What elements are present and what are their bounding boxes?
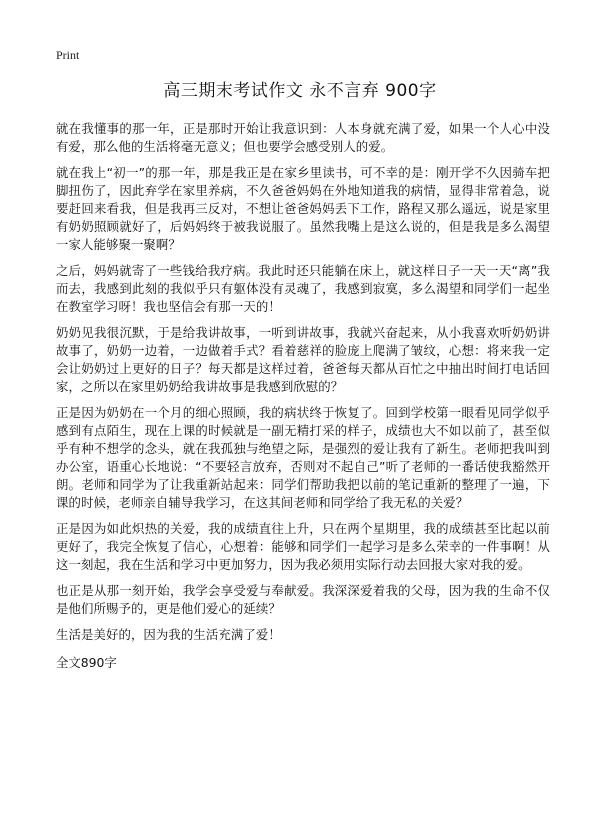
article-paragraph: 正是因为奶奶在一个月的细心照顾，我的病状终于恢复了。回到学校第一眼看见同学似乎感到有点陌生，现在上课的时候就是一副无精打采的样子，成绩也大不如以前了，甚至似乎有种不想学的念头，就在我孤独与绝望之际，是强烈的爱让我有了新生。老师把我叫到办公室，语重心长地说：“不要轻言放弃，否则对不起自己”听了老师的一番话使我豁然开朗。老师和同学为了让我重新站起来：同学们帮助我把以前的笔记重新的整理了一遍，下课的时候，老师亲自辅导我学习，在这其间老师和同学给了我无私的关爱？ xyxy=(56,405,550,510)
article-paragraph: 之后，妈妈就寄了一些钱给我疗病。我此时还只能躺在床上，就这样日子一天一天“离”我而去，我感到此刻的我似乎只有躯体没有灵魂了，我感到寂寞，多么渴望和同学们一起坐在教室学习呀！我也坚信会有那一天的！ xyxy=(56,263,550,314)
article-paragraph: 就在我懂事的那一年，正是那时开始让我意识到：人本身就充满了爱，如果一个人心中没有爱，那么他的生活将毫无意义；但也要学会感受别人的爱。 xyxy=(56,121,550,154)
article-paragraph: 生活是美好的，因为我的生活充满了爱！ xyxy=(56,627,281,642)
word-count: 全文890字 xyxy=(56,655,117,670)
article-paragraph: 奶奶见我很沉默，于是给我讲故事，一听到讲故事，我就兴奋起来，从小我喜欢听奶奶讲故事了，奶奶一边着，一边做着手式？看着慈祥的脸庞上爬满了皱纹，心想：将来我一定会让奶奶过上更好的日子？每天都是这样过着，爸爸每天都从百忙之中抽出时间打电话回家，之所以在家里奶奶给我讲故事是我感到欣慰的？ xyxy=(56,325,550,394)
article-paragraph: 正是因为如此炽热的关爱，我的成绩直往上升，只在两个星期里，我的成绩甚至比起以前更好了，我完全恢复了信心，心想着：能够和同学们一起学习是多么荣幸的一件事啊！从这一刻起，我在生活和学习中更加努力，因为我必须用实际行动去回报大家对我的爱。 xyxy=(56,521,550,572)
article-paragraph: 就在我上“初一”的那一年，那是我正是在家乡里读书，可不幸的是：刚开学不久因骑车把脚扭伤了，因此弃学在家里养病，不久爸爸妈妈在外地知道我的病情，显得非常着急，说要赶回来看我，但是我再三反对，不想让爸爸妈妈丢下工作，路程又那么遥远，说是家里有奶奶照顾就好了，后妈妈终于被我说服了。虽然我嘴上是这么说的，但是我是多么渴望一家人能够聚一聚啊？ xyxy=(56,165,550,252)
print-link[interactable]: Print xyxy=(56,48,80,62)
article-title: 高三期末考试作文 永不言弃 900字 xyxy=(163,81,437,101)
article-body xyxy=(56,120,550,672)
article-paragraph: 也正是从那一刻开始，我学会享受爱与奉献爱。我深深爱着我的父母，因为我的生命不仅是他们所赐予的，更是他们爱心的延续？ xyxy=(56,583,550,616)
